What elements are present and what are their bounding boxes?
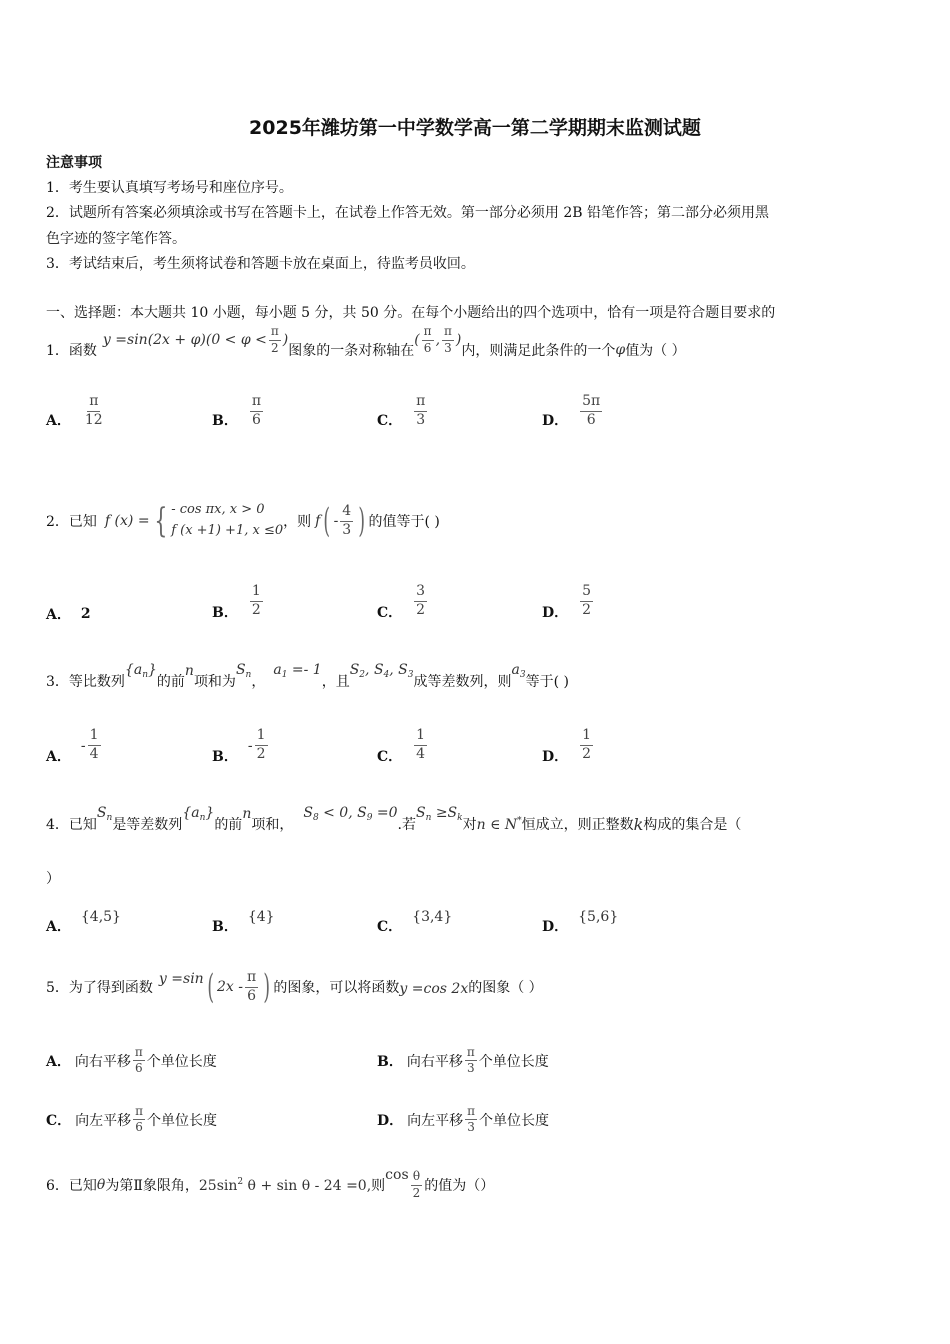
q2-paren-close: ) bbox=[358, 501, 366, 541]
q5-y-sin: y =sin bbox=[158, 971, 204, 987]
option-value: $\frac{1}{2}$ bbox=[582, 727, 592, 762]
q3-text-3: 项和为 bbox=[193, 674, 236, 690]
option-text: 个单位长度 bbox=[146, 1053, 217, 1070]
option-label: C． bbox=[46, 1112, 72, 1129]
q2-f: f bbox=[315, 513, 321, 529]
q4-k: k bbox=[633, 814, 644, 834]
q1-close-paren: ) bbox=[282, 332, 289, 348]
q1-text-1: 函数 bbox=[68, 343, 97, 359]
option-frac: $\frac{\pi}{3}$ bbox=[467, 1104, 476, 1135]
option-value: $\frac{5\pi}{6}$ bbox=[582, 393, 601, 428]
option-text: 向右平移 bbox=[74, 1053, 131, 1070]
option-value: {3,4} bbox=[412, 909, 453, 925]
q2-case-2: f (x +1) +1, x ≤0 bbox=[171, 523, 284, 538]
q3-s-terms: $S_2$, $S_4$, $S_3$ bbox=[349, 662, 414, 680]
option-label: A． bbox=[46, 413, 71, 429]
q6-theta: θ bbox=[96, 1177, 106, 1193]
option-label: A． bbox=[46, 1053, 71, 1070]
q2-option-a[interactable] bbox=[46, 604, 91, 624]
option-text: 个单位长度 bbox=[479, 1112, 550, 1129]
q4-text-8: 构成的集合是（ bbox=[643, 817, 742, 833]
q3-sequence: $\{a_n\}$ bbox=[124, 662, 157, 680]
option-label: B． bbox=[212, 749, 238, 765]
q2-option-d[interactable] bbox=[542, 580, 595, 622]
q4-option-a[interactable] bbox=[46, 898, 121, 936]
q4-condition: $S_8 < 0$, $S_9 =0$ bbox=[303, 805, 398, 823]
page-title: 2025年潍坊第一中学数学高一第二学期期末监测试题 bbox=[249, 117, 701, 139]
q4-option-b[interactable] bbox=[212, 898, 275, 936]
q6-number: 6． bbox=[46, 1178, 69, 1194]
option-label: A． bbox=[46, 749, 71, 765]
q6-text-3: 则 bbox=[371, 1178, 386, 1194]
notice-item-2-cont: 色字迹的签字笔作答。 bbox=[46, 231, 186, 247]
option-frac: $\frac{\pi}{6}$ bbox=[134, 1045, 143, 1076]
option-text: 向左平移 bbox=[407, 1112, 464, 1129]
option-text: 个单位长度 bbox=[147, 1112, 218, 1129]
option-frac: $\frac{\pi}{6}$ bbox=[135, 1104, 144, 1135]
q2-number: 2． bbox=[46, 514, 69, 530]
option-value: $\frac{\pi}{3}$ bbox=[416, 393, 426, 428]
q1-interval-comma: , bbox=[435, 332, 441, 348]
option-value: $\frac{5}{2}$ bbox=[582, 583, 592, 618]
option-value: $\frac{1}{2}$ bbox=[251, 583, 261, 618]
q1-frac-pi-6: $\frac{\pi}{6}$ bbox=[423, 324, 432, 355]
option-label: A． bbox=[46, 919, 71, 935]
q4-sequence: $\{a_n\}$ bbox=[182, 805, 215, 823]
q6-text-4: 的值为（） bbox=[424, 1178, 495, 1194]
q3-text-7: 等于( ) bbox=[525, 674, 569, 690]
q4-text-4: 项和， bbox=[251, 817, 294, 833]
q4-sn: $S_n$ bbox=[96, 805, 113, 823]
q1-text-3: 内，则满足此条件的一个 bbox=[461, 343, 616, 359]
q6-frac-theta-2: $\frac{\theta}{2}$ bbox=[412, 1169, 421, 1200]
q1-text-2: 图象的一条对称轴在 bbox=[288, 343, 415, 359]
option-value: 2 bbox=[80, 606, 91, 622]
option-label: C． bbox=[377, 605, 403, 621]
q5-cos: y =cos 2x bbox=[399, 981, 469, 997]
q3-a3: $a_3$ bbox=[511, 662, 526, 680]
notice-item-3: 3．考试结束后，考生须将试卷和答题卡放在桌面上，待监考员收回。 bbox=[46, 256, 475, 272]
q1-number: 1． bbox=[46, 343, 69, 359]
q4-text-6: 对 bbox=[462, 817, 477, 833]
option-label: B． bbox=[212, 919, 238, 935]
q2-piecewise bbox=[171, 500, 283, 542]
q1-phi: φ bbox=[615, 342, 626, 358]
q1-option-c[interactable] bbox=[377, 393, 429, 430]
q3-option-c[interactable] bbox=[377, 724, 429, 766]
question-5 bbox=[46, 962, 543, 1012]
q4-number: 4． bbox=[46, 817, 69, 833]
option-sign: - bbox=[247, 738, 253, 754]
q4-option-c[interactable] bbox=[377, 898, 452, 936]
option-value: $\frac{1}{4}$ bbox=[416, 727, 426, 762]
option-value: $\frac{\pi}{6}$ bbox=[251, 393, 262, 428]
option-label: D． bbox=[542, 413, 569, 429]
q5-frac-pi-6: $\frac{\pi}{6}$ bbox=[246, 969, 257, 1004]
q4-text-2: 是等差数列 bbox=[112, 817, 183, 833]
q4-text-9: ） bbox=[46, 871, 60, 887]
q1-interval-open: ( bbox=[414, 332, 420, 348]
q5-paren-close: ) bbox=[263, 967, 271, 1007]
notice-heading: 注意事项 bbox=[46, 155, 102, 171]
question-6 bbox=[46, 1162, 494, 1208]
q1-option-d[interactable] bbox=[542, 393, 604, 430]
q4-n: n bbox=[242, 806, 252, 822]
option-label: C． bbox=[377, 919, 403, 935]
q3-number: 3． bbox=[46, 674, 69, 690]
q2-case-1: - cos πx, x > 0 bbox=[171, 502, 265, 518]
option-label: C． bbox=[377, 413, 403, 429]
q1-option-b[interactable] bbox=[212, 393, 265, 430]
q5-text-2: 的图象，可以将函数 bbox=[273, 980, 400, 996]
q1-text-4: 值为（ ） bbox=[625, 343, 686, 359]
q2-option-c[interactable] bbox=[377, 580, 429, 622]
option-frac: $\frac{\pi}{3}$ bbox=[466, 1045, 475, 1076]
q6-equation: $25\sin^2$ θ + sin θ - 24 =0, bbox=[198, 1176, 372, 1194]
q5-text-3: 的图象（ ） bbox=[468, 980, 543, 996]
q5-option-b[interactable] bbox=[377, 1046, 549, 1075]
q3-option-d[interactable] bbox=[542, 724, 595, 766]
option-label: D． bbox=[542, 605, 569, 621]
q2-paren-open: ( bbox=[323, 501, 331, 541]
q4-option-d[interactable] bbox=[542, 898, 618, 936]
question-2 bbox=[46, 492, 440, 550]
option-text: 向左平移 bbox=[75, 1112, 132, 1129]
q3-option-b[interactable] bbox=[212, 724, 270, 766]
q6-text-1: 已知 bbox=[68, 1178, 97, 1194]
q5-inner: 2x - bbox=[216, 979, 243, 995]
q2-left-brace: { bbox=[153, 501, 167, 541]
option-text: 个单位长度 bbox=[478, 1053, 549, 1070]
q2-text-3: 的值等于( ) bbox=[368, 514, 440, 530]
option-value: {4,5} bbox=[80, 909, 121, 925]
q6-text-2: 为第Ⅱ象限角， bbox=[105, 1178, 199, 1194]
option-label: C． bbox=[377, 749, 403, 765]
question-1 bbox=[46, 324, 686, 372]
q3-text-6: 成等差数列，则 bbox=[413, 674, 512, 690]
q5-text-1: 为了得到函数 bbox=[68, 980, 153, 996]
q5-number: 5． bbox=[46, 980, 69, 996]
q2-neg: - bbox=[333, 513, 339, 529]
q3-text-1: 等比数列 bbox=[68, 674, 125, 690]
option-value: $\frac{\pi}{12}$ bbox=[84, 393, 103, 428]
option-text: 向右平移 bbox=[406, 1053, 463, 1070]
q5-option-d[interactable] bbox=[377, 1105, 549, 1134]
q4-text-1: 已知 bbox=[68, 817, 97, 833]
option-sign: - bbox=[80, 738, 86, 754]
q3-a1: $a_1 =- 1$ bbox=[273, 662, 322, 680]
option-label: B． bbox=[377, 1053, 403, 1070]
question-3 bbox=[46, 664, 569, 698]
option-value: {5,6} bbox=[578, 909, 619, 925]
q3-option-a[interactable] bbox=[46, 724, 103, 766]
notice-item-1: 1．考生要认真填写考场号和座位序号。 bbox=[46, 180, 293, 196]
question-4 bbox=[46, 802, 741, 846]
q4-text-3: 的前 bbox=[214, 817, 243, 833]
q4-inequality: $S_n \ge S_k$ bbox=[415, 805, 463, 823]
q4-domain: n ∈ N* bbox=[476, 815, 522, 833]
q1-frac-pi-2: $\frac{\pi}{2}$ bbox=[270, 324, 279, 355]
option-label: A． bbox=[46, 607, 71, 623]
q2-option-b[interactable] bbox=[212, 580, 265, 622]
q3-sn: $S_n$ bbox=[235, 662, 252, 680]
option-value: $\frac{1}{2}$ bbox=[256, 727, 266, 762]
q2-frac-4-3: $\frac{4}{3}$ bbox=[342, 503, 352, 538]
q3-text-4: ， bbox=[251, 674, 266, 690]
option-label: D． bbox=[377, 1112, 404, 1129]
option-label: B． bbox=[212, 413, 238, 429]
q5-option-a[interactable] bbox=[46, 1046, 217, 1075]
q2-fx: f (x) = bbox=[104, 513, 150, 529]
notice-item-2: 2．试题所有答案必须填涂或书写在答题卡上，在试卷上作答无效。第一部分必须用 2B 铅笔作答；第二部分必须用黑 bbox=[46, 205, 769, 221]
option-label: B． bbox=[212, 605, 238, 621]
q3-text-2: 的前 bbox=[156, 674, 185, 690]
q1-function-expr: y =sin(2x + φ)(0 < φ < bbox=[102, 332, 267, 348]
q5-option-c[interactable] bbox=[46, 1105, 217, 1134]
q5-paren-open: ( bbox=[207, 967, 214, 1007]
q2-text-1: 已知 bbox=[68, 514, 97, 530]
q4-text-7: 恒成立，则正整数 bbox=[521, 817, 634, 833]
q3-n: n bbox=[184, 663, 194, 679]
q4-text-5: .若 bbox=[397, 817, 416, 833]
option-label: D． bbox=[542, 749, 569, 765]
q1-interval-close: ) bbox=[455, 332, 462, 348]
q1-option-a[interactable] bbox=[46, 393, 107, 430]
option-label: D． bbox=[542, 919, 569, 935]
q1-frac-pi-3: $\frac{\pi}{3}$ bbox=[444, 324, 452, 355]
option-value: {4} bbox=[247, 909, 275, 925]
option-value: $\frac{3}{2}$ bbox=[416, 583, 426, 618]
q3-text-5: ，且 bbox=[321, 674, 350, 690]
section-heading: 一、选择题：本大题共 10 小题，每小题 5 分，共 50 分。在每个小题给出的四个选项中，恰有一项是符合题目要求的 bbox=[46, 305, 776, 321]
q6-cos: cos bbox=[385, 1167, 409, 1183]
q2-text-2: ，则 bbox=[283, 514, 312, 530]
option-value: $\frac{1}{4}$ bbox=[89, 727, 99, 762]
